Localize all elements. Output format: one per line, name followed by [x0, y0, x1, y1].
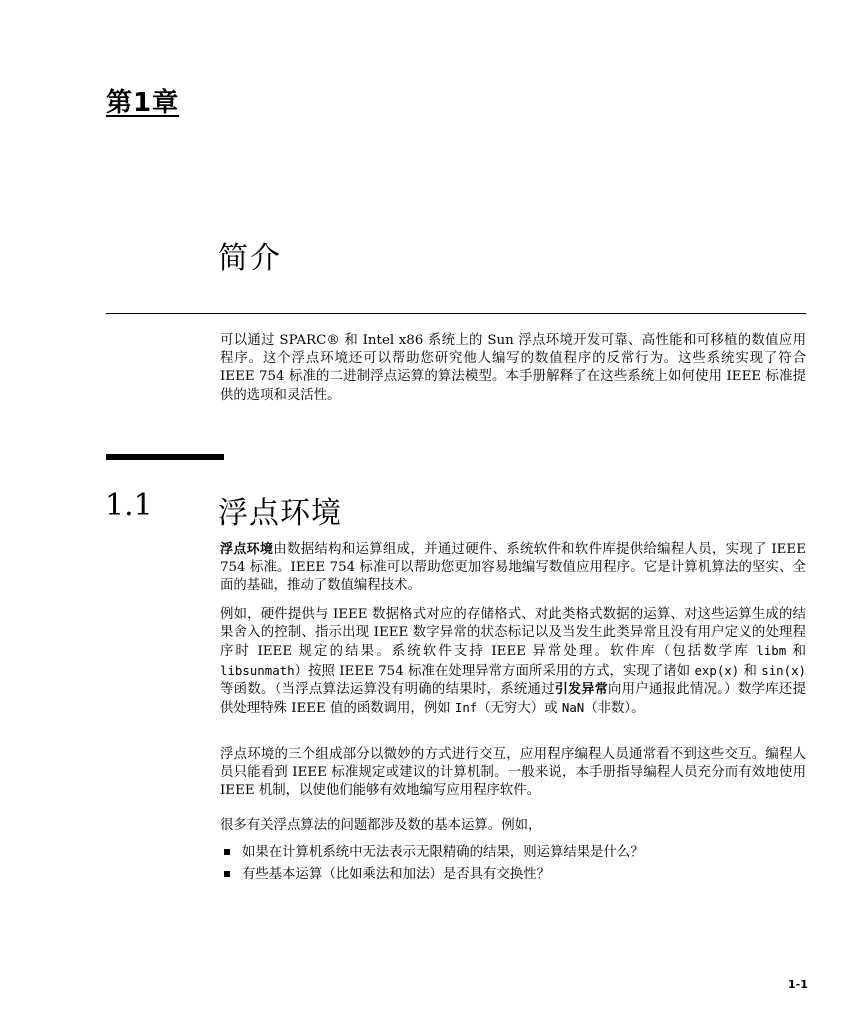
code-libm: libm [756, 643, 787, 659]
defined-term: 浮点环境 [220, 542, 274, 557]
list-item [222, 842, 806, 864]
code-libsunmath: libsunmath [220, 662, 295, 678]
paragraph-text: 例如，硬件提供与 IEEE 数据格式对应的存储格式、对此类格式数据的运算、对这些运算生成的结果舍入的控制、指示出现 IEEE 数字异常的状态标记以及当发生此类异常且没有用户定义的处理程序时 IEEE 规定的结果。系统软件支持 IEEE 异常处理。软件库（包括数学库 [220, 607, 806, 660]
code-nan: NaN [561, 700, 585, 716]
paragraph-text: ）按照 IEEE 754 标准在处理异常方面所采用的方式，实现了诸如 [294, 663, 695, 679]
chapter-divider [106, 313, 806, 314]
code-sin: sin(x) [761, 662, 807, 678]
paragraph-text: 和 [739, 663, 762, 679]
list-item-text: 有些基本运算（比如乘法和加法）是否具有交换性？ [242, 867, 550, 882]
paragraph-text: 由数据结构和运算组成，并通过硬件、系统软件和软件库提供给编程人员，实现了 IEEE 754 标准。IEEE 754 标准可以帮助您更加容易地编写数值应用程序。它是计算机算法的坚实、全面的基础，推动了数值编程技术。 [220, 542, 806, 594]
section-number: 1.1 [105, 488, 153, 523]
paragraph-text: 和 [786, 644, 806, 660]
section-paragraph-1 [220, 541, 806, 596]
paragraph-text: 等函数。（当浮点算法运算没有明确的结果时，系统通过 [220, 681, 555, 697]
code-exp: exp(x) [694, 662, 740, 678]
section-paragraph-4: 很多有关浮点算法的问题都涉及数的基本运算。例如， [220, 818, 542, 833]
bullet-square-icon [224, 871, 230, 877]
list-item-text: 如果在计算机系统中无法表示无限精确的结果，则运算结果是什么？ [242, 845, 644, 860]
bullet-square-icon [224, 849, 230, 855]
section-paragraph-3: 浮点环境的三个组成部分以微妙的方式进行交互，应用程序编程人员通常看不到这些交互。编程人员只能看到 IEEE 标准规定或建议的计算机制。一般来说，本手册指导编程人员充分而有效地使用 IEEE 机制，以使他们能够有效地编写应用程序软件。 [220, 747, 806, 799]
chapter-intro-paragraph: 可以通过 SPARC® 和 Intel x86 系统上的 Sun 浮点环境开发可靠、高性能和可移植的数值应用程序。这个浮点环境还可以帮助您研究他人编写的数值程序的反常行为。这些系统实现了符合 IEEE 754 标准的二进制浮点运算的算法模型。本手册解释了在这些系统上如何使用 IEEE 标准提供的选项和灵活性。 [220, 333, 806, 403]
paragraph-text: （无穷大）或 [477, 701, 562, 717]
defined-term: 引发异常 [554, 681, 608, 697]
page-number: 1-1 [788, 978, 808, 991]
section-divider-bar [106, 454, 224, 460]
section-title: 浮点环境 [218, 496, 342, 531]
chapter-title: 简介 [218, 241, 282, 276]
chapter-label: 第1章 [106, 88, 180, 118]
paragraph-text: 向用户通报此情况。）数学库还提供处理特殊 IEEE 值的函数调用，例如 [220, 681, 806, 717]
paragraph-text: （非数）。 [584, 701, 645, 717]
list-item [222, 864, 806, 886]
code-inf: Inf [454, 700, 478, 716]
section-paragraph-2 [220, 606, 806, 718]
bullet-list [222, 842, 806, 886]
